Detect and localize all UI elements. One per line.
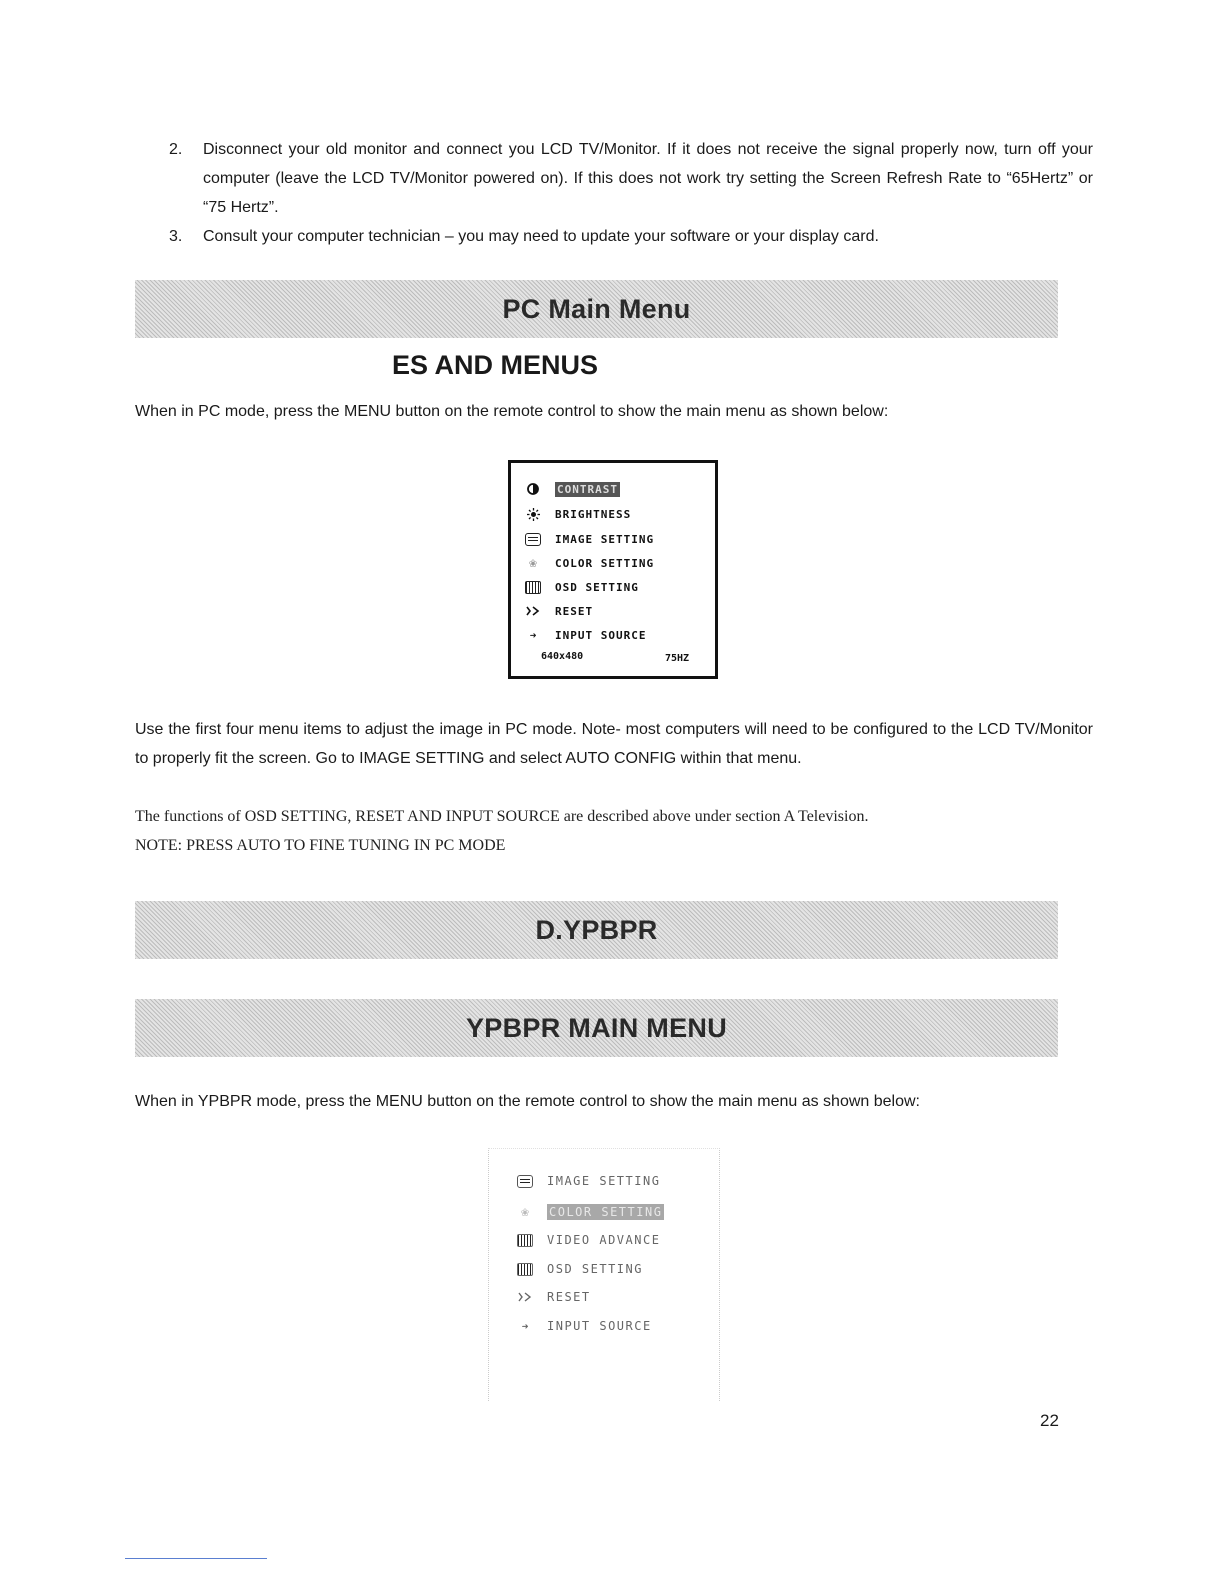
osd-setting-icon — [515, 1261, 535, 1277]
osd-label: INPUT SOURCE — [555, 628, 647, 642]
osd-label: OSD SETTING — [555, 580, 639, 594]
osd-label: CONTRAST — [557, 482, 618, 496]
osd-item-brightness — [523, 504, 631, 524]
refresh-readout: 75HZ — [665, 653, 690, 664]
osd-item-image-setting — [523, 529, 654, 549]
reset-icon — [515, 1289, 535, 1305]
footer-rule — [125, 1558, 267, 1559]
list-number: 3. — [169, 228, 183, 245]
osd-label: RESET — [555, 604, 594, 618]
osd-label: OSD SETTING — [547, 1262, 643, 1276]
osd-item-osd-setting — [515, 1259, 643, 1279]
video-advance-icon — [515, 1232, 535, 1248]
serif-line-note: NOTE: PRESS AUTO TO FINE TUNING IN PC MODE — [135, 837, 506, 854]
section-heading: ES AND MENUS — [392, 350, 599, 380]
list-text: Consult your computer technician – you may need to update your software or your display card. — [203, 228, 879, 245]
osd-label: RESET — [547, 1290, 591, 1304]
list-text: Disconnect your old monitor and connect you LCD TV/Monitor. If it does not receive the signal properly now, turn off your computer (leave the LCD TV/Monitor powered on). If this does not work try setting the Screen Refresh Rate to “65Hertz” or “75 Hertz”. — [203, 141, 1093, 216]
osd-label: IMAGE SETTING — [547, 1174, 661, 1188]
color-setting-icon: ❀ — [521, 1204, 529, 1220]
osd-label: COLOR SETTING — [555, 556, 655, 570]
pc-intro-paragraph: When in PC mode, press the MENU button on the remote control to show the main menu as shown below: — [135, 403, 889, 420]
banner-title: YPBPR MAIN MENU — [465, 1012, 727, 1043]
input-source-icon: ➜ — [529, 628, 537, 642]
reset-icon — [523, 603, 543, 619]
osd-label: IMAGE SETTING — [555, 532, 655, 546]
osd-label: COLOR SETTING — [549, 1205, 663, 1219]
osd-label: BRIGHTNESS — [555, 507, 632, 521]
osd-label: VIDEO ADVANCE — [547, 1233, 661, 1247]
banner-title: PC Main Menu — [502, 293, 691, 324]
input-source-icon: ➜ — [521, 1319, 529, 1333]
osd-item-video-advance — [515, 1230, 660, 1250]
osd-label: INPUT SOURCE — [547, 1319, 652, 1333]
osd-item-contrast — [523, 479, 620, 499]
osd-item-input-source — [515, 1316, 652, 1336]
ypbpr-main-menu-banner — [135, 999, 1058, 1057]
osd-item-color-setting — [523, 553, 654, 573]
pc-note-paragraph: Use the first four menu items to adjust the image in PC mode. Note- most computers will need to be configured to the LCD TV/Monitor to properly fit the screen. Go to IMAGE SETTING and select AUTO CONFIG within that menu. — [135, 721, 1093, 767]
banner-title: D.YPBPR — [535, 914, 658, 945]
osd-item-reset — [523, 601, 593, 621]
color-setting-icon: ❀ — [529, 555, 537, 571]
ypbpr-banner — [135, 901, 1058, 959]
contrast-icon — [523, 481, 543, 497]
osd-item-input-source — [523, 625, 646, 645]
image-setting-icon — [515, 1173, 535, 1189]
ypbpr-osd-menu — [488, 1148, 720, 1401]
serif-line-functions: The functions of OSD SETTING, RESET AND INPUT SOURCE are described above under section A Television. — [135, 808, 869, 825]
osd-item-image-setting — [515, 1171, 660, 1191]
ypbpr-intro-paragraph: When in YPBPR mode, press the MENU button on the remote control to show the main menu as shown below: — [135, 1093, 920, 1110]
page-number: 22 — [1040, 1411, 1059, 1430]
osd-item-reset — [515, 1287, 591, 1307]
osd-item-color-setting — [515, 1202, 664, 1222]
image-setting-icon — [523, 531, 543, 547]
osd-item-osd-setting — [523, 577, 639, 597]
resolution-readout: 640x480 — [541, 651, 584, 662]
osd-setting-icon — [523, 579, 543, 595]
brightness-icon — [523, 506, 543, 522]
pc-main-menu-banner — [135, 280, 1058, 338]
list-number: 2. — [169, 141, 183, 158]
pc-osd-menu — [508, 460, 718, 679]
